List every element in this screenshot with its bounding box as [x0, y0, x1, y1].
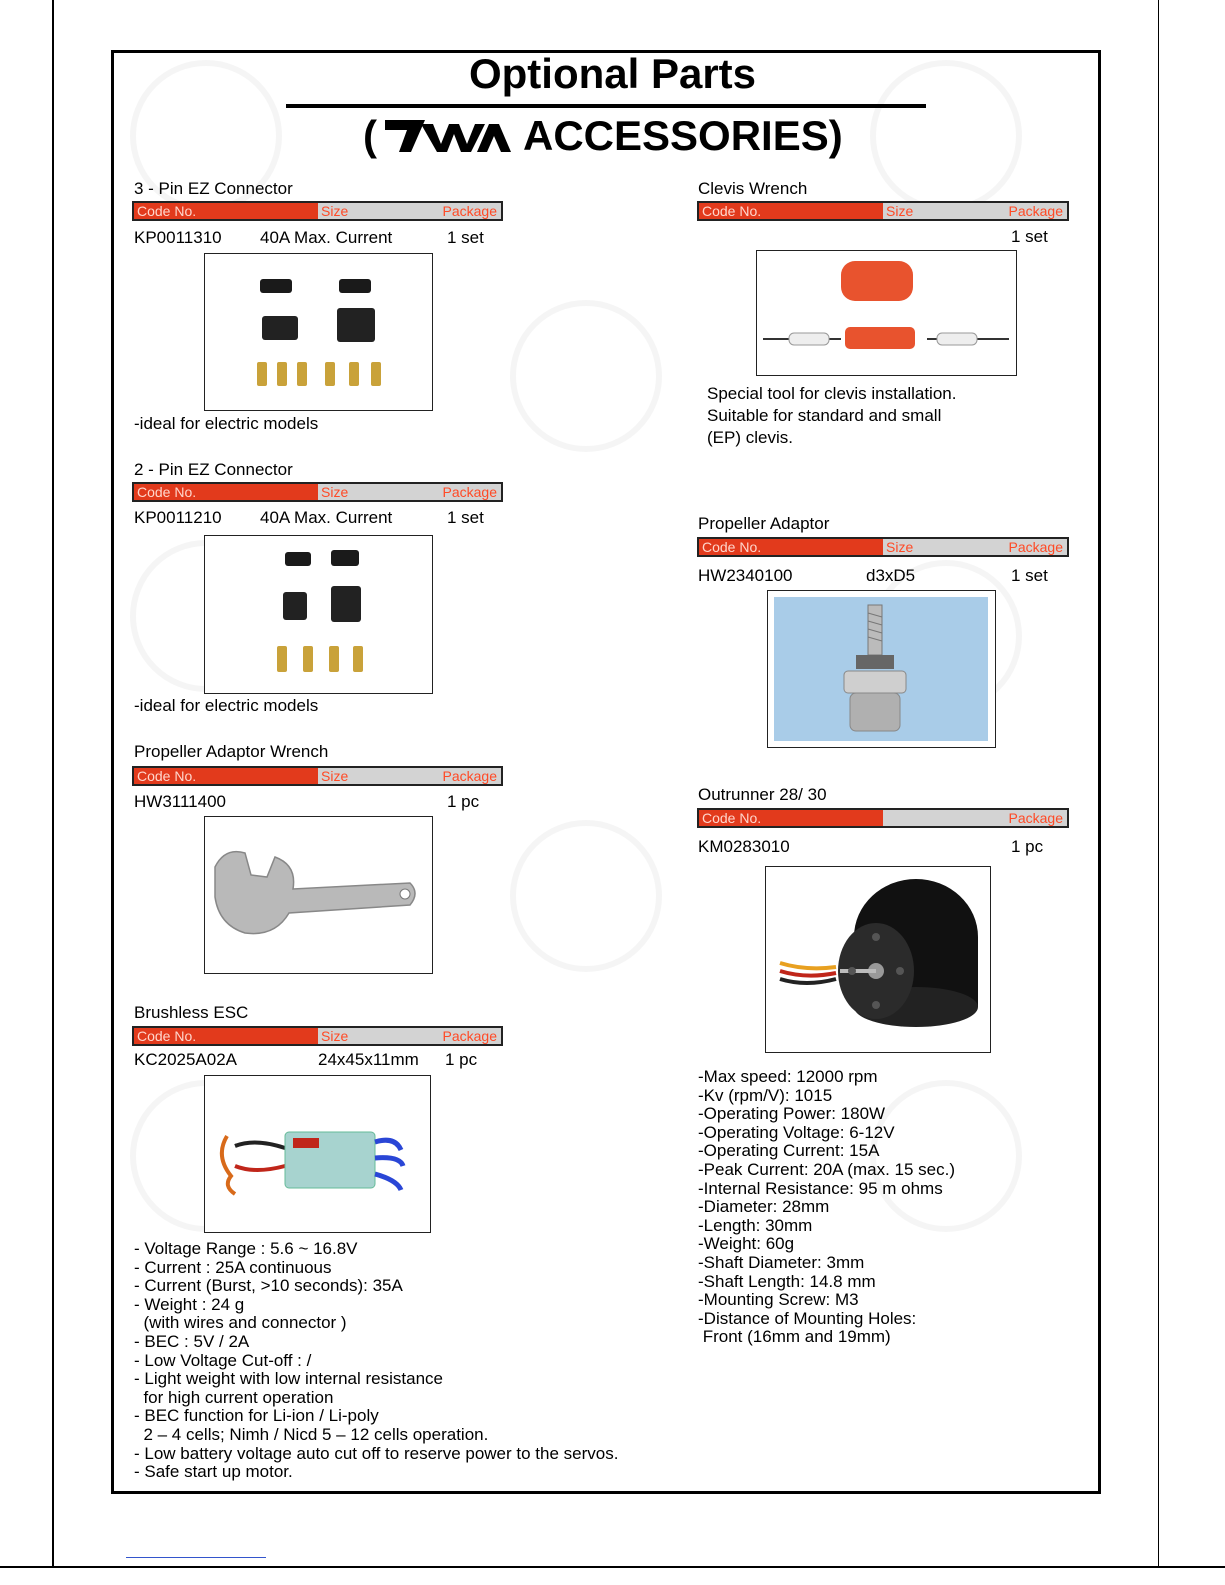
page-border-right — [1158, 0, 1159, 1568]
header-code: Code No. — [134, 203, 318, 219]
package-value: 1 set — [1011, 227, 1048, 246]
header-package: Package — [442, 768, 497, 784]
item-title: Propeller Adaptor Wrench — [134, 742, 329, 761]
package-value: 1 set — [1011, 566, 1048, 585]
package-value: 1 pc — [1011, 837, 1044, 856]
item-title: Brushless ESC — [134, 1003, 249, 1022]
header-code: Code No. — [134, 484, 318, 500]
spec-header — [132, 1026, 503, 1046]
3-pin-connector-photo — [204, 253, 433, 411]
spec-header — [697, 808, 1069, 828]
twm-logo-icon — [381, 116, 519, 156]
size-value: d3xD5 — [866, 566, 916, 585]
item-title: Clevis Wrench — [698, 179, 808, 198]
header-package: Package — [1008, 810, 1063, 826]
outrunner-motor-photo — [765, 866, 991, 1053]
header-code: Code No. — [699, 203, 883, 219]
size-value: 40A Max. Current — [260, 228, 393, 247]
spec-header — [697, 537, 1069, 557]
page-title: Optional Parts — [468, 50, 757, 97]
header-size: Size — [886, 203, 914, 219]
2-pin-connector-photo — [204, 535, 433, 694]
title-rule — [286, 104, 926, 108]
subtitle-open-paren: ( — [363, 112, 377, 159]
package-value: 1 set — [447, 508, 484, 527]
spec-header — [697, 201, 1069, 221]
page-border-bottom — [0, 1566, 1225, 1568]
item-title: 3 - Pin EZ Connector — [134, 179, 293, 198]
page-subtitle — [363, 112, 843, 160]
header-size: Size — [886, 539, 914, 555]
item-note: -ideal for electric models — [134, 696, 319, 715]
package-value: 1 pc — [445, 1050, 478, 1069]
code-value: KP0011210 — [134, 508, 222, 527]
size-value: 24x45x11mm — [318, 1050, 419, 1069]
spec-header — [132, 766, 503, 786]
code-value: HW2340100 — [698, 566, 793, 585]
header-package: Package — [1008, 539, 1063, 555]
header-size: Size — [321, 203, 349, 219]
item-title: 2 - Pin EZ Connector — [134, 460, 293, 479]
code-value: KC2025A02A — [134, 1050, 238, 1069]
header-size: Size — [321, 1028, 349, 1044]
item-title: Outrunner 28/ 30 — [698, 785, 827, 804]
item-note: -ideal for electric models — [134, 414, 319, 433]
header-package: Package — [442, 484, 497, 500]
spec-header — [132, 482, 503, 502]
header-code: Code No. — [134, 768, 318, 784]
header-package: Package — [1008, 203, 1063, 219]
clevis-description: Special tool for clevis installation. Suitable for standard and small (EP) clevis. — [707, 384, 957, 447]
spec-header — [132, 201, 503, 221]
code-value: HW3111400 — [134, 792, 226, 811]
item-title: Propeller Adaptor — [698, 514, 830, 533]
package-value: 1 pc — [447, 792, 480, 811]
code-value: KP0011310 — [134, 228, 222, 247]
code-value: KM0283010 — [698, 837, 790, 856]
clevis-wrench-photo — [756, 250, 1017, 376]
header-size: Size — [321, 768, 349, 784]
header-code: Code No. — [134, 1028, 318, 1044]
esc-spec-list: - Voltage Range : 5.6 ~ 16.8V - Current : 25A continuous - Current (Burst, >10 seconds): 35A - Weight : 24 g (with wires and connector ) - BEC : 5V / 2A - Low Voltage Cut-off : / - Light weight with low internal resistance for high current operation - BEC function for Li-ion / Li-poly 2 – 4 cells; Nimh / Nicd 5 – 12 cells operation. - Low battery voltage auto cut off to reserve power to the servos. - Safe start up motor. — [134, 1239, 619, 1482]
header-code: Code No. — [699, 810, 883, 826]
outrunner-spec-list: -Max speed: 12000 rpm -Kv (rpm/V): 1015 -Operating Power: 180W -Operating Voltage: 6-12V -Operating Current: 15A -Peak Current: 20A (max. 15 sec.) -Internal Resistance: 95 m ohms -Diameter: 28mm -Length: 30mm -Weight: 60g -Shaft Diameter: 3mm -Shaft Length: 14.8 mm -Mounting Screw: M3 -Distance of Mounting Holes: Front (16mm and 19mm) — [698, 1067, 955, 1347]
esc-photo — [204, 1075, 431, 1233]
footer-link-underline[interactable] — [126, 1557, 266, 1558]
subtitle-text: ACCESSORIES) — [523, 112, 843, 159]
header-code: Code No. — [699, 539, 883, 555]
wrench-photo — [204, 816, 433, 974]
size-value: 40A Max. Current — [260, 508, 393, 527]
header-package: Package — [442, 1028, 497, 1044]
header-package: Package — [442, 203, 497, 219]
page-border-left — [52, 0, 54, 1568]
package-value: 1 set — [447, 228, 484, 247]
header-size: Size — [321, 484, 349, 500]
propeller-adaptor-photo — [767, 590, 996, 748]
